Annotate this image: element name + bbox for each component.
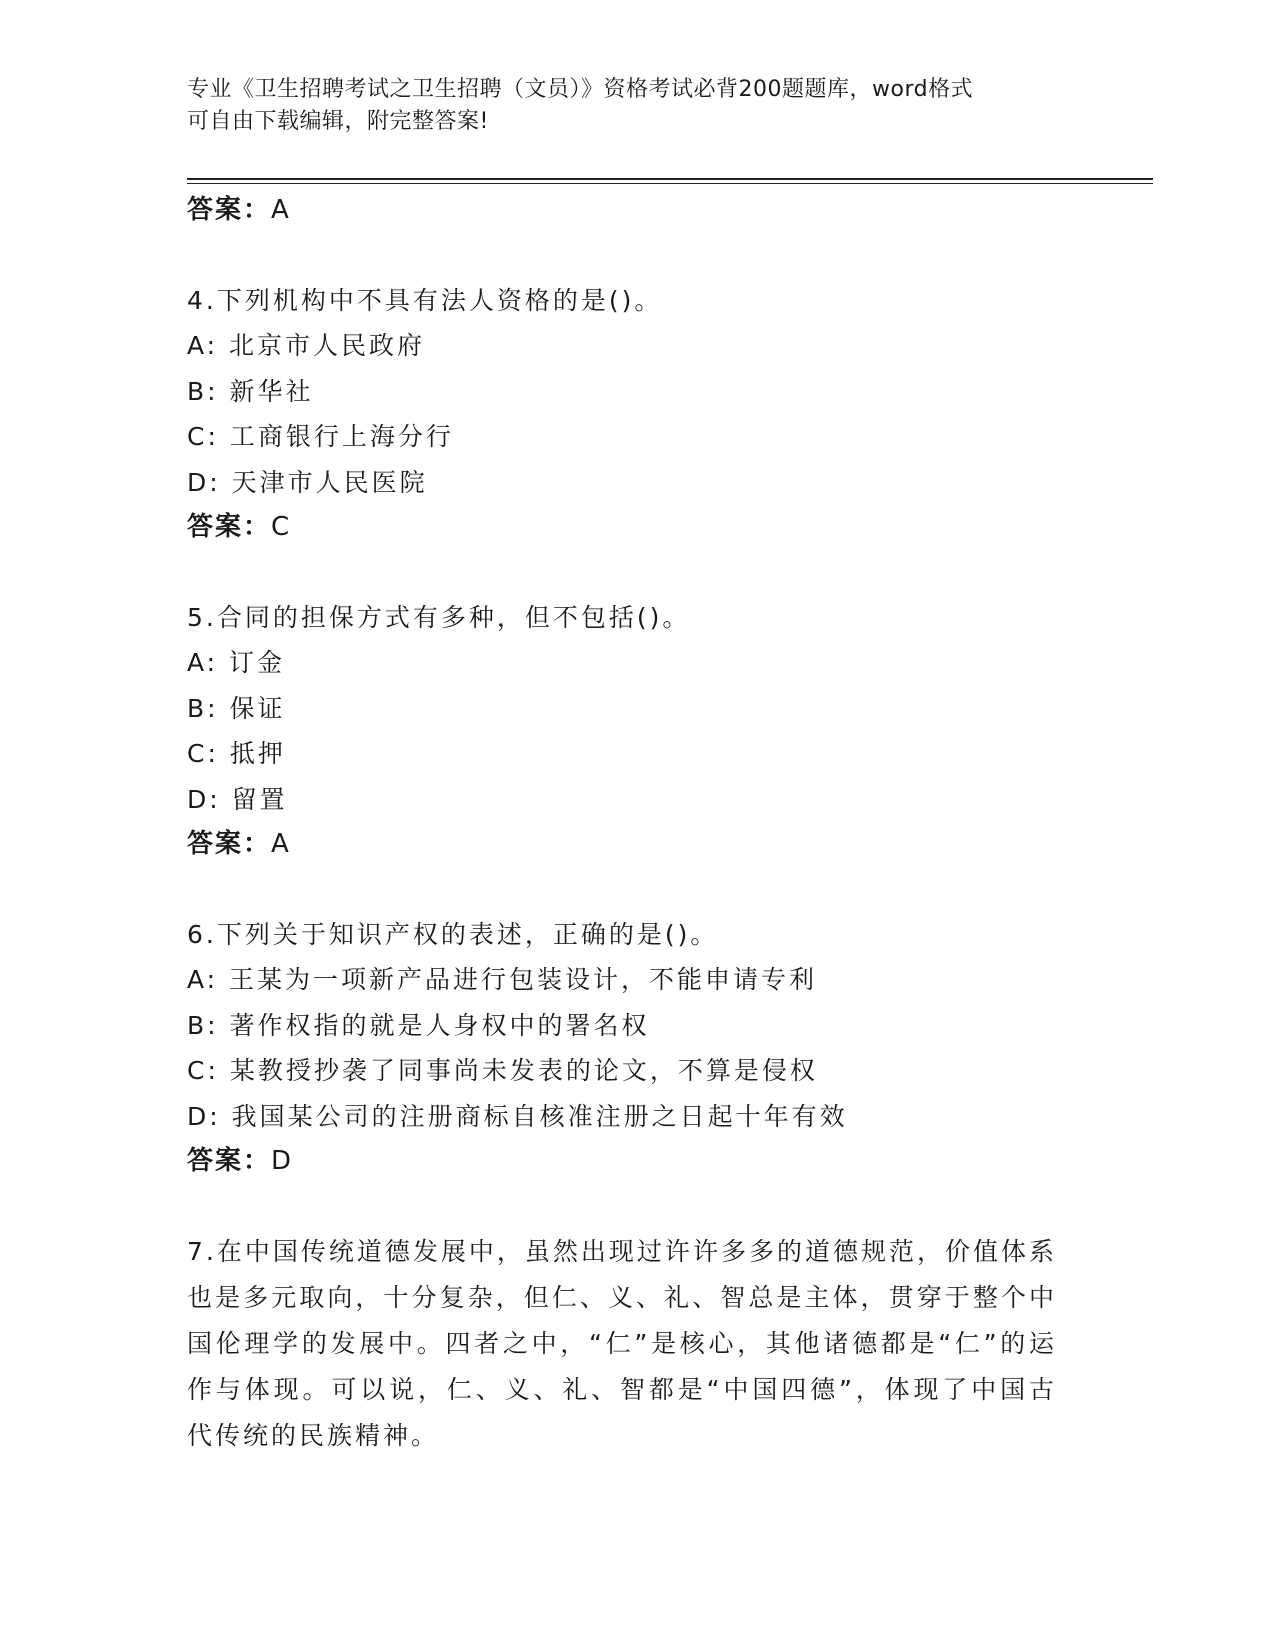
spacer xyxy=(187,1185,1057,1229)
option-b: B: 新华社 xyxy=(187,376,314,406)
question-stem: 6.下列关于知识产权的表述，正确的是()。 xyxy=(187,919,719,949)
header-divider-thin xyxy=(187,183,1153,184)
document-header xyxy=(187,74,1087,138)
option-c: C: 工商银行上海分行 xyxy=(187,422,454,451)
option-a: A: 订金 xyxy=(187,648,286,677)
answer-value: A xyxy=(271,195,291,225)
spacer xyxy=(187,868,1057,912)
header-divider-thick xyxy=(187,178,1153,180)
option-a: A: 王某为一项新产品进行包装设计，不能申请专利 xyxy=(187,965,818,994)
answer-value: D xyxy=(271,1146,294,1176)
answer-label: 答案： xyxy=(187,1146,272,1176)
answer-label: 答案： xyxy=(187,512,272,542)
header-title-line2: 可自由下载编辑，附完整答案! xyxy=(187,109,489,134)
answer-q6 xyxy=(187,1139,1057,1185)
answer-label: 答案： xyxy=(187,195,272,225)
question-stem: 4.下列机构中不具有法人资格的是()。 xyxy=(187,285,663,315)
answer-label: 答案： xyxy=(187,829,272,859)
option-a: A: 北京市人民政府 xyxy=(187,331,426,360)
question-6 xyxy=(187,912,1057,1185)
option-c: C: 抵押 xyxy=(187,739,286,768)
question-stem: 5.合同的担保方式有多种，但不包括()。 xyxy=(187,602,691,632)
question-stem: 7.在中国传统道德发展中，虽然出现过许许多多的道德规范，价值体系也是多元取向，十分复杂，但仁、义、礼、智总是主体，贯穿于整个中国伦理学的发展中。四者之中，“仁”是核心，其他诸德都是“仁”的运作与体现。可以说，仁、义、礼、智都是“中国四德”，体现了中国古代传统的民族精神。 xyxy=(187,1236,1057,1450)
answer-value: A xyxy=(271,829,291,859)
spacer xyxy=(187,551,1057,595)
answer-q5 xyxy=(187,822,1057,868)
option-d: D: 天津市人民医院 xyxy=(187,467,428,497)
answer-value: C xyxy=(271,512,292,542)
question-list xyxy=(187,188,1057,1459)
option-c: C: 某教授抄袭了同事尚未发表的论文，不算是侵权 xyxy=(187,1056,818,1085)
answer-previous xyxy=(187,188,1057,234)
question-5 xyxy=(187,595,1057,868)
answer-q4 xyxy=(187,505,1057,551)
option-d: D: 我国某公司的注册商标自核准注册之日起十年有效 xyxy=(187,1101,848,1131)
option-d: D: 留置 xyxy=(187,784,288,814)
option-b: B: 保证 xyxy=(187,693,286,723)
header-title-line1: 专业《卫生招聘考试之卫生招聘（文员）》资格考试必背200题题库，word格式 xyxy=(187,77,974,102)
question-4 xyxy=(187,278,1057,551)
spacer xyxy=(187,234,1057,278)
option-b: B: 著作权指的就是人身权中的署名权 xyxy=(187,1010,650,1040)
question-7 xyxy=(187,1229,1057,1459)
